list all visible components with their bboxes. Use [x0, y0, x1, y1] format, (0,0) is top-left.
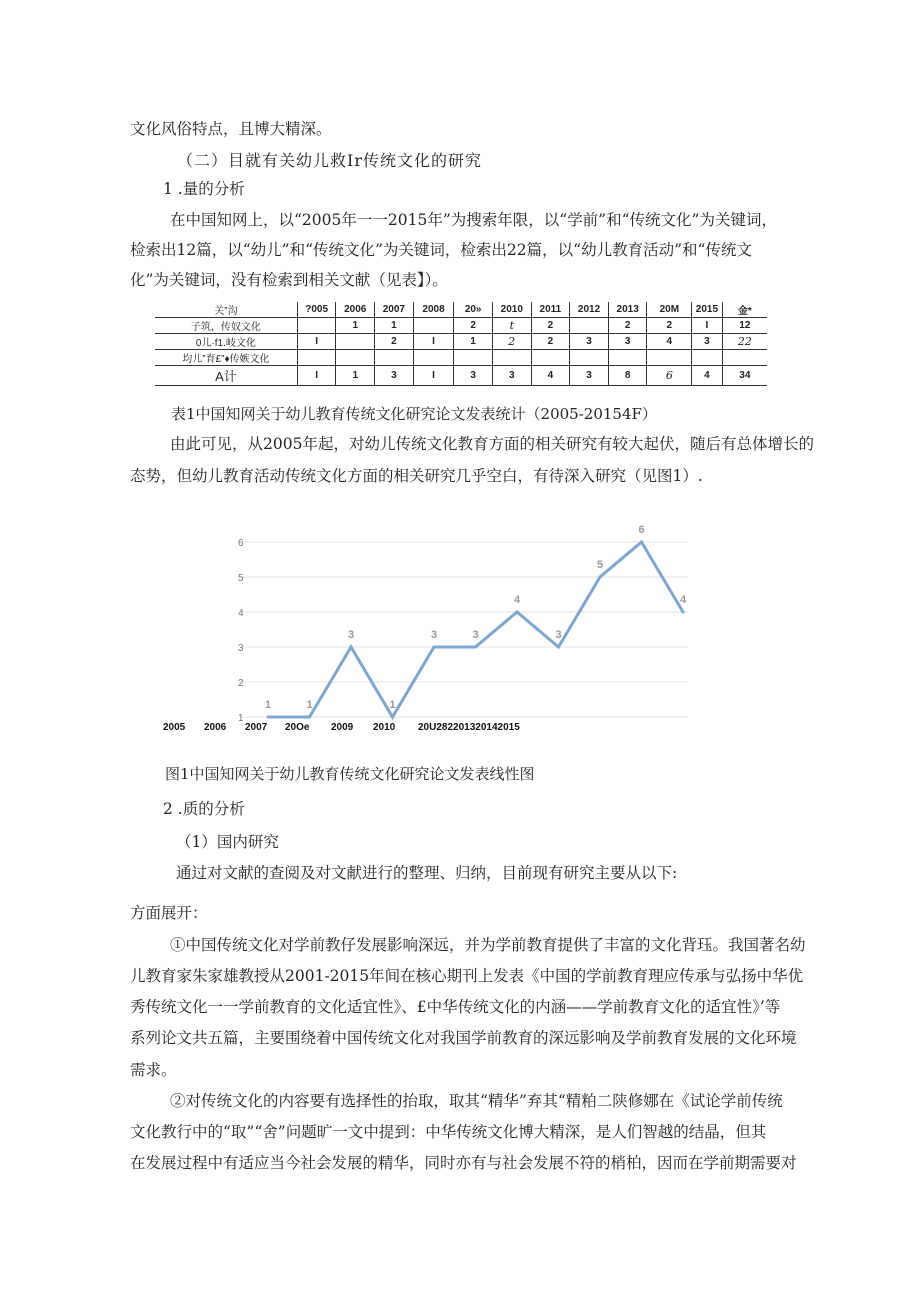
table-cell: 6 [647, 366, 692, 386]
table-cell: 3 [492, 366, 531, 386]
table-cell: 2 [492, 334, 531, 350]
table-row [155, 366, 767, 386]
table-cell: 2 [454, 318, 493, 334]
table-cell: 2008 [413, 302, 454, 318]
table-cell [531, 350, 570, 366]
table-cell: 1 [375, 318, 414, 334]
data-point [516, 611, 519, 614]
table-cell [570, 318, 609, 334]
table-row-label: 0儿·f1.岐文化 [155, 334, 297, 350]
data-point [308, 716, 311, 719]
table-cell: 3 [570, 334, 609, 350]
y-tick-label: 5 [238, 573, 244, 584]
data-point [391, 716, 394, 719]
paragraph-1-line-2: 检索出12篇，以“幼儿”和“传统文化”为关键词，检索出22篇，以“幼儿教育活动”和“传统文 [130, 241, 752, 259]
table-cell [722, 350, 767, 366]
table-cell: 3 [454, 366, 493, 386]
table-cell: 34 [722, 366, 767, 386]
subsection-heading-1: 1 .量的分析 [163, 180, 245, 198]
table-cell [570, 350, 609, 366]
data-label: 3 [555, 629, 562, 641]
data-point [682, 611, 685, 614]
table-row-label: 均儿”育£”♦传嫉文化 [155, 350, 297, 366]
data-point [640, 541, 643, 544]
table-cell [454, 350, 493, 366]
paragraph-intro-tail: 文化风俗特点，且博大精深。 [130, 120, 332, 138]
x-tick-label: 2010 [373, 722, 396, 733]
x-tick-label: 2007 [245, 722, 268, 733]
statistics-table [155, 302, 767, 386]
table-row [155, 334, 767, 350]
data-label: 1 [264, 699, 272, 711]
data-label: 3 [347, 629, 355, 641]
table-cell [413, 318, 454, 334]
table-cell [336, 334, 375, 350]
table-cell: 2015 [692, 302, 722, 318]
x-tick-label: 2005 [163, 722, 186, 733]
paragraph-4-line-3: 秀传统文化一一学前教育的文化适宜性》、£中华传统文化的内涵——学前教育文化的适宜性》’等 [130, 998, 781, 1016]
table-cell: t [492, 318, 531, 334]
data-label: 4 [679, 594, 687, 606]
table-cell: 8 [608, 366, 647, 386]
table-cell [492, 350, 531, 366]
table-cell: 12 [722, 318, 767, 334]
table-cell: ?005 [297, 302, 336, 318]
table-cell: 2 [531, 318, 570, 334]
table-cell: 2012 [570, 302, 609, 318]
paragraph-5-line-1: ②对传统文化的内容要有选择性的抬取，取其“精华”弃其“精粕二陕修娜在《试论学前传统 [170, 1092, 783, 1110]
paragraph-2-line-2: 态势，但幼儿教育活动传统文化方面的相关研究几乎空白，有待深入研究（见图1）. [130, 467, 703, 485]
data-label: 1 [389, 699, 396, 711]
x-tick-label: 2009 [331, 722, 354, 733]
table-cell: 22 [722, 334, 767, 350]
table-cell: 金* [722, 302, 767, 318]
paragraph-1-line-1: 在中国知网上，以“2005年一一2015年”为搜索年限，以“学前”和“传统文化”为关键词， [170, 211, 777, 229]
table-cell: 2 [608, 318, 647, 334]
paragraph-4-line-5: 需求。 [130, 1061, 177, 1079]
table-cell: 3 [375, 366, 414, 386]
line-chart [160, 518, 690, 723]
table-cell: 2006 [336, 302, 375, 318]
table-cell: 1 [454, 334, 493, 350]
paragraph-5-line-2: 文化教行中的“取”“舍”问题旷一文中提到：中华传统文化博大精深，是人们智越的结晶，但其 [130, 1123, 767, 1141]
table-cell [375, 350, 414, 366]
data-label: 1 [306, 699, 313, 711]
paragraph-4-line-1: ①中国传统文化对学前教仔发展影响深远，并为学前教育提供了丰富的文化背珏。我国著名幼 [170, 936, 806, 954]
y-tick-label: 3 [238, 643, 244, 654]
table-cell: 20M [647, 302, 692, 318]
table-caption: 表1中国知网关于幼儿教育传统文化研究论文发表统计（2005-20154F） [171, 405, 657, 423]
table-cell: I [413, 366, 454, 386]
table-cell [297, 318, 336, 334]
data-label: 3 [430, 629, 438, 641]
x-tick-label: 2006 [204, 722, 227, 733]
data-label: 4 [513, 594, 521, 606]
paragraph-3-line-1: 通过对文献的查阅及对文献进行的整理、归纳，目前现有研究主要从以下: [176, 864, 678, 882]
table-row-label: 关”沟 [155, 302, 297, 318]
table-cell: 3 [608, 334, 647, 350]
table-cell [647, 350, 692, 366]
x-tick-label: 20U282201320142015 [418, 722, 520, 733]
table-cell: I [297, 366, 336, 386]
table-cell: 1 [336, 366, 375, 386]
subsubsection-heading-domestic: （1）国内研究 [176, 833, 279, 851]
data-point [474, 646, 477, 649]
paragraph-4-line-4: 系列论文共五篇，主要围绕着中国传统文化对我国学前教育的深远影响及学前教育发展的文化环境 [130, 1029, 797, 1047]
table-cell [297, 350, 336, 366]
table-cell: 2007 [375, 302, 414, 318]
paragraph-5-line-3: 在发展过程中有适应当今社会发展的精华，同时亦有与社会发展不符的梢柏，因而在学前期需要对 [130, 1154, 797, 1172]
data-label: 3 [472, 629, 479, 641]
table-cell: 2 [647, 318, 692, 334]
table-cell [692, 350, 722, 366]
table-cell: I [297, 334, 336, 350]
table-row [155, 350, 767, 366]
table-cell [336, 350, 375, 366]
paragraph-2-line-1: 由此可见，从2005年起，对幼儿传统文化教育方面的相关研究有较大起伏，随后有总体增长的 [170, 435, 814, 453]
table-cell [413, 350, 454, 366]
data-point [433, 646, 436, 649]
table-cell: 2013 [608, 302, 647, 318]
table-cell: 2 [375, 334, 414, 350]
table-cell: 2010 [492, 302, 531, 318]
table-header-row [155, 302, 767, 318]
table-cell: 4 [647, 334, 692, 350]
data-point [557, 646, 560, 649]
data-label: 6 [638, 524, 645, 536]
data-label: 5 [596, 559, 604, 571]
table-row-label: 子筑，传奴文化 [155, 318, 297, 334]
paragraph-1-line-3: 化”为关键词，没有检索到相关文献（见表】）。 [130, 271, 448, 289]
table-cell: 20» [454, 302, 493, 318]
subsection-heading-2: 2 .质的分析 [163, 800, 245, 818]
table-cell: 2 [531, 334, 570, 350]
y-tick-label: 2 [238, 678, 244, 689]
x-tick-label: 20Oe [285, 722, 310, 733]
y-tick-label: 1 [238, 713, 244, 723]
section-heading-2: （二）目就有关幼儿救Ir传统文化的研究 [177, 151, 482, 170]
data-point [599, 576, 602, 579]
y-tick-label: 6 [238, 538, 244, 549]
data-point [350, 646, 353, 649]
table-row-label: A计 [155, 366, 297, 386]
table-cell [608, 350, 647, 366]
table-cell: I [692, 318, 722, 334]
table-cell: 4 [692, 366, 722, 386]
chart-caption: 图1中国知网关于幼儿教育传统文化研究论文发表线性图 [165, 765, 535, 783]
table-cell: 1 [336, 318, 375, 334]
table-cell: 2011 [531, 302, 570, 318]
paragraph-4-line-2: 儿教育家朱家雄教授从2001-2015年间在核心期刊上发表《中国的学前教育理应传承与弘扬中华优 [130, 967, 804, 985]
table-cell: 3 [570, 366, 609, 386]
table-row [155, 318, 767, 334]
table-cell: 3 [692, 334, 722, 350]
y-tick-label: 4 [238, 608, 244, 619]
table-cell: I [413, 334, 454, 350]
data-point [267, 716, 270, 719]
table-cell: 4 [531, 366, 570, 386]
paragraph-3-line-2: 方面展开： [130, 904, 208, 922]
